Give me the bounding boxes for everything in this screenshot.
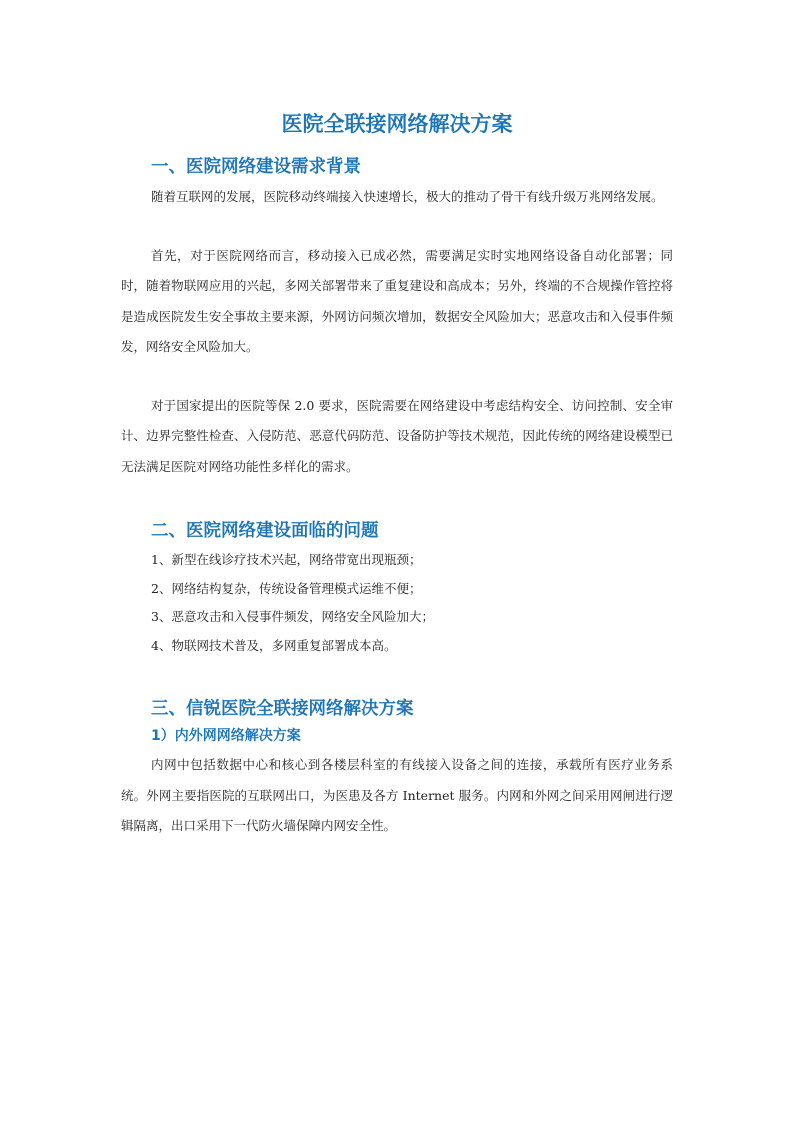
section-1-paragraph-3: 对于国家提出的医院等保 2.0 要求，医院需要在网络建设中考虑结构安全、访问控制、安全审计、边界完整性检查、入侵防范、恶意代码防范、设备防护等技术规范，因此传统的网络建设模型已无法满足医院对网络功能性多样化的需求。 (121, 397, 673, 474)
section-1-heading: 一、医院网络建设需求背景 (151, 157, 361, 177)
document-title: 医院全联接网络解决方案 (281, 112, 513, 136)
section-1-paragraph-2: 首先，对于医院网络而言，移动接入已成必然，需要满足实时实地网络设备自动化部署；同时，随着物联网应用的兴起，多网关部署带来了重复建设和高成本；另外，终端的不合规操作管控将是造成医院发生安全事故主要来源，外网访问频次增加，数据安全风险加大；恶意攻击和入侵事件频发，网络安全风险加大。 (121, 247, 673, 354)
section-1-paragraph-1: 随着互联网的发展，医院移动终端接入快速增长，极大的推动了骨干有线升级万兆网络发展。 (151, 189, 664, 204)
section-3-heading: 三、信锐医院全联接网络解决方案 (151, 699, 414, 719)
section-3-paragraph: 内网中包括数据中心和核心到各楼层科室的有线接入设备之间的连接，承载所有医疗业务系统。外网主要指医院的互联网出口，为医患及各方 Internet 服务。内网和外网之间采用网闸进行逻辑隔离，出口采用下一代防火墙保障内网安全性。 (121, 757, 673, 833)
spacer (121, 213, 673, 241)
spacer (121, 482, 673, 518)
spacer (121, 660, 673, 696)
list-item: 4、物联网技术普及，多网重复部署成本高。 (151, 637, 397, 653)
document-content (121, 108, 673, 842)
list-item: 3、恶意攻击和入侵事件频发，网络安全风险加大； (151, 609, 434, 624)
list-item: 1、新型在线诊疗技术兴起，网络带宽出现瓶颈； (151, 552, 422, 567)
section-2-heading: 二、医院网络建设面临的问题 (151, 521, 379, 541)
spacer (121, 363, 673, 391)
section-3-subheading: 1）内外网网络解决方案 (151, 728, 301, 744)
list-item: 2、网络结构复杂，传统设备管理模式运维不便； (151, 580, 422, 596)
